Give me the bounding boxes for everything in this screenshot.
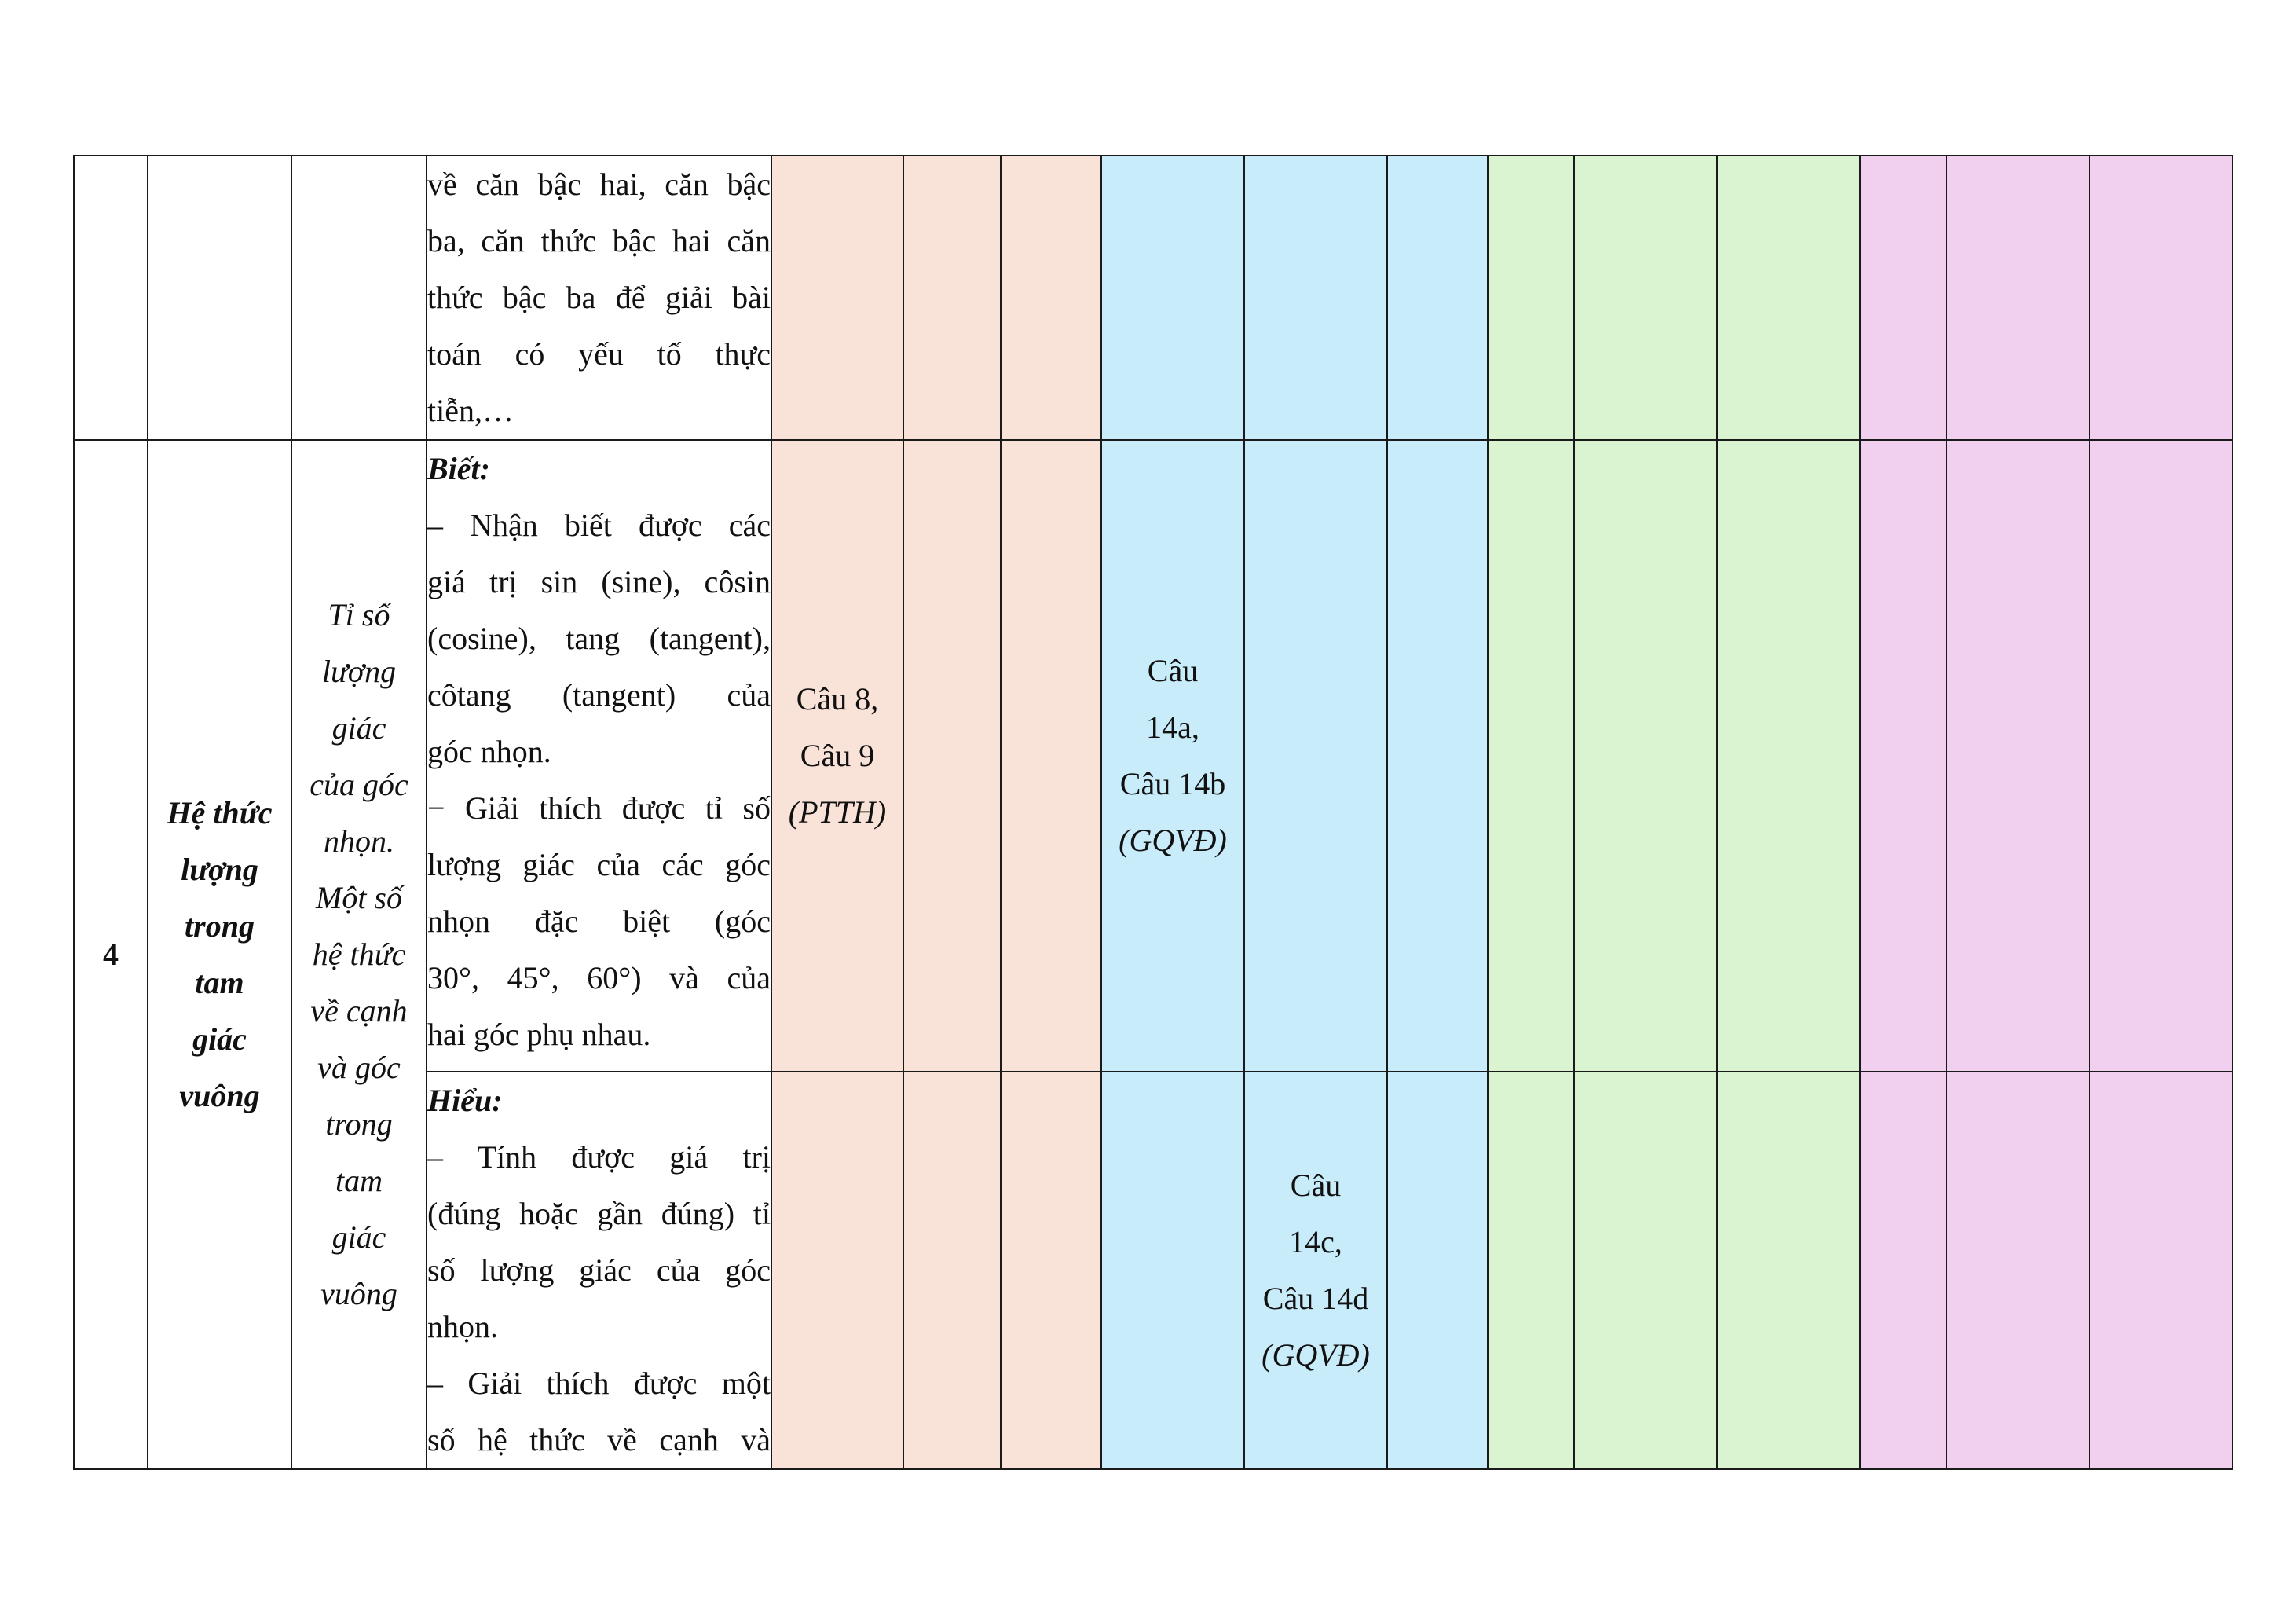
cell-high-apply <box>1946 156 2089 440</box>
topic-title-line: giác <box>192 1021 247 1057</box>
table-row-biet <box>74 440 2232 1072</box>
cell-apply <box>1717 1072 1860 1469</box>
requirement-line: – Nhận biết được các <box>427 508 771 543</box>
topic-number: 4 <box>74 440 148 1469</box>
requirement-line: ba, căn thức bậc hai căn <box>427 223 771 258</box>
cell-empty-unit <box>291 156 427 440</box>
requirement-line: thức bậc ba để giải bài <box>427 280 771 315</box>
cell-empty-number <box>74 156 148 440</box>
unit-line: và góc <box>317 1050 401 1085</box>
unit-line: lượng <box>321 654 397 689</box>
topic-title-line: vuông <box>179 1078 260 1113</box>
unit-line: trong <box>325 1106 393 1142</box>
question-ref: Câu 14d <box>1262 1281 1369 1316</box>
cell-high-apply <box>2089 1072 2232 1469</box>
cell-understand <box>1387 440 1488 1072</box>
cell-know <box>1001 1072 1101 1469</box>
topic-title-line: trong <box>185 908 255 944</box>
topic-title-line: Hệ thức <box>167 795 273 830</box>
cell-requirement-hieu <box>427 1072 771 1469</box>
question-ref: Câu 14b <box>1119 766 1226 801</box>
question-ref: 14a, <box>1146 709 1199 745</box>
unit-line: tam <box>335 1163 383 1198</box>
requirement-line: toán có yếu tố thực <box>427 336 771 372</box>
cell-know <box>1001 156 1101 440</box>
cell-apply <box>1574 156 1717 440</box>
requirement-line: lượng giác của các góc <box>427 847 771 882</box>
cell-high-apply <box>1860 1072 1946 1469</box>
cell-understand <box>1101 1072 1244 1469</box>
question-ref: Câu <box>1290 1168 1342 1203</box>
competency-tag: (GQVĐ) <box>1119 823 1227 858</box>
requirement-line: về căn bậc hai, căn bậc <box>427 167 771 202</box>
question-ref: 14c, <box>1289 1224 1342 1259</box>
cell-high-apply <box>1860 440 1946 1072</box>
cell-know <box>903 1072 1001 1469</box>
cell-apply <box>1488 156 1574 440</box>
unit-line: giác <box>331 710 386 746</box>
unit-line: về cạnh <box>310 993 408 1028</box>
requirement-line: – Tính được giá trị <box>427 1139 771 1175</box>
unit-line: nhọn. <box>324 823 394 859</box>
cell-empty-topic <box>148 156 291 440</box>
unit-line: vuông <box>320 1276 397 1311</box>
cell-know <box>903 156 1001 440</box>
requirement-line: (đúng hoặc gần đúng) tỉ <box>427 1196 771 1231</box>
cell-know-questions <box>771 440 903 1072</box>
cell-apply <box>1488 1072 1574 1469</box>
requirement-line: côtang (tangent) của <box>427 677 771 713</box>
assessment-matrix-table <box>73 155 2233 1470</box>
requirement-line: nhọn đặc biệt (góc <box>427 904 771 939</box>
cell-know <box>771 156 903 440</box>
requirement-line: hai góc phụ nhau. <box>427 1017 651 1052</box>
cell-high-apply <box>1946 1072 2089 1469</box>
requirement-line: – Giải thích được một <box>427 1366 771 1401</box>
question-ref: Câu <box>1147 653 1199 688</box>
cell-understand <box>1244 156 1387 440</box>
content-unit <box>291 440 427 1469</box>
cell-high-apply <box>2089 440 2232 1072</box>
cell-apply <box>1717 156 1860 440</box>
competency-tag: (GQVĐ) <box>1262 1337 1370 1373</box>
cell-high-apply <box>2089 156 2232 440</box>
requirement-line: (cosine), tang (tangent), <box>427 621 771 656</box>
question-ref: Câu 9 <box>800 738 875 773</box>
requirement-line: góc nhọn. <box>427 734 551 769</box>
topic-title-line: tam <box>195 965 244 1000</box>
cell-requirement-biet <box>427 440 771 1072</box>
cell-apply <box>1574 1072 1717 1469</box>
topic-title-line: lượng <box>181 852 258 887</box>
cell-apply <box>1488 440 1574 1072</box>
cell-understand <box>1387 156 1488 440</box>
cell-understand <box>1387 1072 1488 1469</box>
requirement-line: số lượng giác của góc <box>427 1252 771 1288</box>
cell-understand-questions <box>1244 1072 1387 1469</box>
cell-requirement-continuation <box>427 156 771 440</box>
table-row-continuation <box>74 156 2232 440</box>
requirement-line: nhọn. <box>427 1309 498 1344</box>
cell-know <box>771 1072 903 1469</box>
cell-know <box>1001 440 1101 1072</box>
cell-understand <box>1244 440 1387 1072</box>
unit-line: Tỉ số <box>328 597 390 632</box>
question-ref: Câu 8, <box>796 681 879 717</box>
cell-understand-questions <box>1101 440 1244 1072</box>
cell-high-apply <box>1860 156 1946 440</box>
cell-high-apply <box>1946 440 2089 1072</box>
unit-line: của góc <box>309 767 408 802</box>
requirement-line: giá trị sin (sine), côsin <box>427 564 771 599</box>
unit-line: hệ thức <box>312 937 406 972</box>
cell-understand <box>1101 156 1244 440</box>
level-label-biet: Biết: <box>427 451 490 486</box>
requirement-line: 30°, 45°, 60°) và của <box>427 960 771 995</box>
cell-know <box>903 440 1001 1072</box>
requirement-line: tiễn,… <box>427 393 514 428</box>
level-label-hieu: Hiểu: <box>427 1083 503 1118</box>
cell-apply <box>1717 440 1860 1072</box>
cell-apply <box>1574 440 1717 1072</box>
unit-line: giác <box>331 1219 386 1255</box>
topic-title <box>148 440 291 1469</box>
competency-tag: (PTTH) <box>788 794 887 830</box>
requirement-line: số hệ thức về cạnh và <box>427 1422 771 1457</box>
unit-line: Một số <box>316 880 402 915</box>
requirement-line: − Giải thích được tỉ số <box>427 790 771 826</box>
